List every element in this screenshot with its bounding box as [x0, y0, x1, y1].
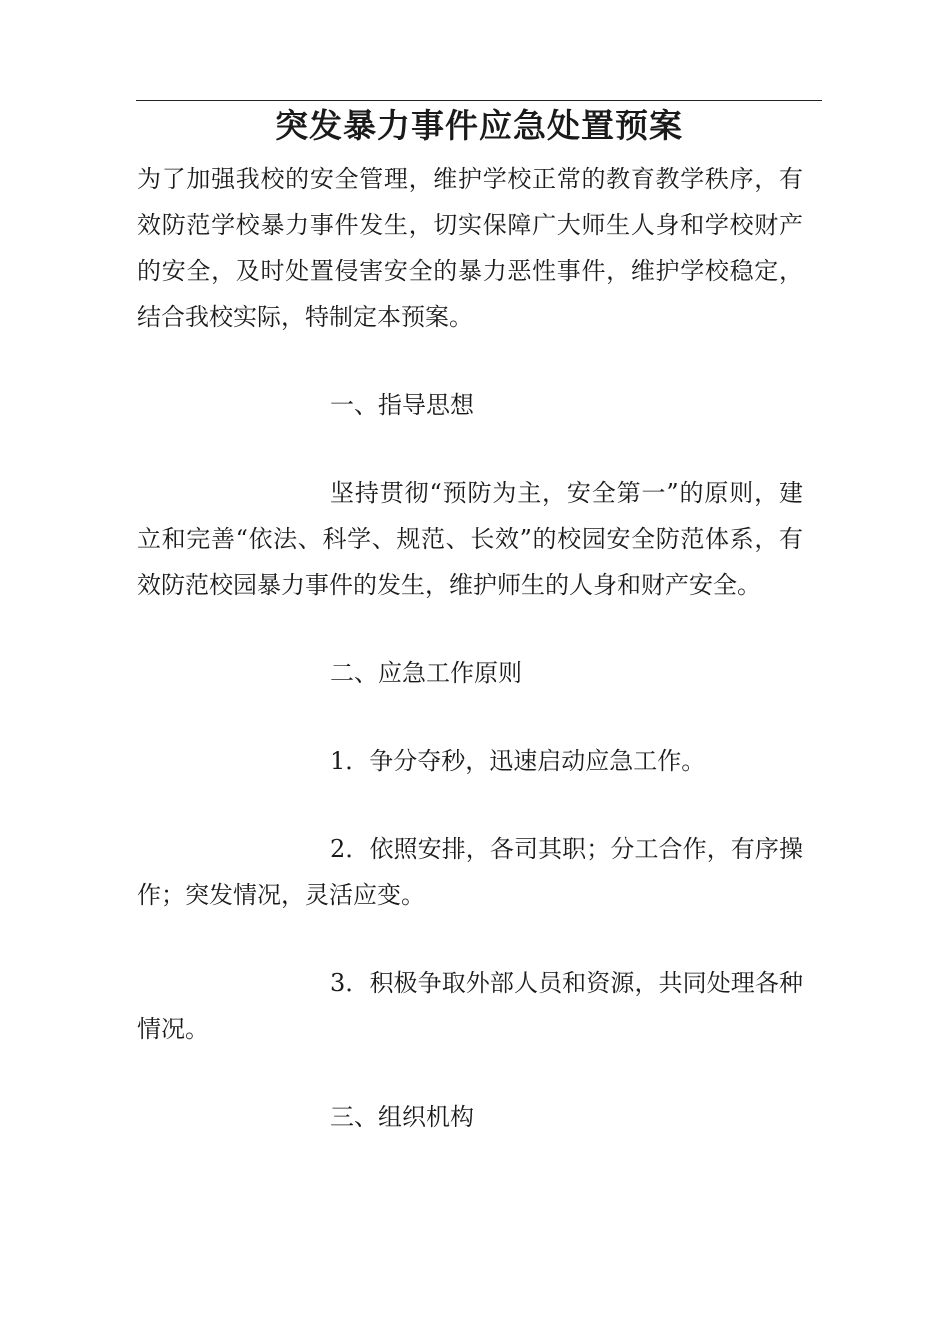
section-heading-organization: 三、组织机构	[330, 1103, 474, 1131]
principle-item-3: 3．积极争取外部人员和资源，共同处理各种情况。	[137, 969, 803, 1043]
intro-paragraph: 为了加强我校的安全管理，维护学校正常的教育教学秩序，有效防范学校暴力事件发生，切实保障广大师生人身和学校财产的安全，及时处置侵害安全的暴力恶性事件，维护学校稳定，结合我校实际，特制定本预案。	[137, 165, 803, 331]
section-heading-principles: 二、应急工作原则	[330, 659, 522, 687]
principle-item-2: 2．依照安排，各司其职；分工合作，有序操作；突发情况，灵活应变。	[137, 835, 803, 909]
header-rule	[136, 100, 822, 101]
principle-item-1: 1．争分夺秒，迅速启动应急工作。	[330, 747, 706, 775]
document-body	[137, 156, 803, 1140]
section-heading-guiding-thought: 一、指导思想	[330, 391, 474, 419]
document-title: 突发暴力事件应急处置预案	[275, 106, 683, 145]
guiding-thought-paragraph: 坚持贯彻“预防为主，安全第一”的原则，建立和完善“依法、科学、规范、长效”的校园安全防范体系，有效防范校园暴力事件的发生，维护师生的人身和财产安全。	[137, 479, 803, 599]
